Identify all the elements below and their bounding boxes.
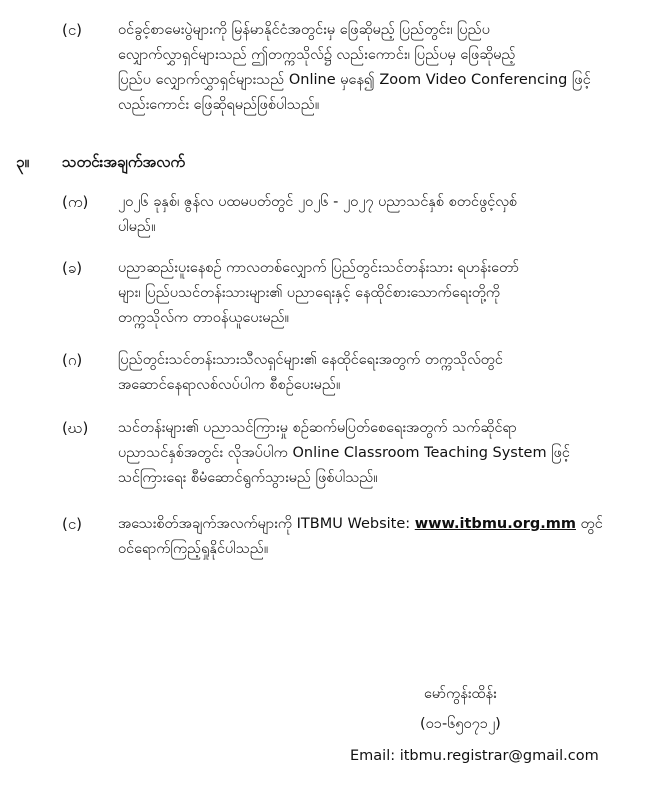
text-line: သင်တန်းများ၏ ပညာသင်ကြားမှု စဉ်ဆက်မပြတ်စေရေးအတွက် သက်ဆိုင်ရာ: [118, 420, 517, 436]
text-line: ပြည်ပ လျှောက်လွှာရှင်များသည် Online မှနေ၍ Zoom Video Conferencing ဖြင့်: [118, 72, 591, 88]
text-line: ဝင်ရောက်ကြည့်ရှုနိုင်ပါသည်။: [118, 541, 269, 557]
item-marker: (ခ): [62, 259, 83, 277]
website-sentence-end: တွင်: [575, 516, 603, 532]
item-marker: (က): [62, 193, 89, 211]
item-text: [118, 18, 638, 118]
signature-email[interactable]: Email: itbmu.registrar@gmail.com: [350, 748, 599, 764]
text-line: ပါမည်။: [118, 219, 156, 235]
item-text: [118, 190, 638, 240]
item-text: [118, 512, 638, 562]
text-line: ပြည်တွင်းသင်တန်းသားသီလရှင်များ၏ နေထိုင်ရေးအတွက် တက္ကသိုလ်တွင်: [118, 352, 503, 368]
item-marker: (င): [62, 515, 83, 533]
website-link[interactable]: www.itbmu.org.mm: [414, 516, 576, 532]
text-line: အဆောင်နေရာလစ်လပ်ပါက စီစဉ်ပေးမည်။: [118, 377, 341, 393]
text-line: [118, 512, 638, 537]
text-line: တက္ကသိုလ်က တာဝန်ယူပေးမည်။: [118, 310, 290, 326]
item-marker: (ဃ): [62, 419, 89, 437]
item-marker: (ဂ): [62, 351, 83, 369]
text-line: ပညာဆည်းပူးနေစဉ် ကာလတစ်လျှောက် ပြည်တွင်းသင်တန်းသား ရဟန်းတော်: [118, 260, 520, 276]
text-line: ၂၀၂၆ ခုနှစ်၊ ဇွန်လ ပထမပတ်တွင် ၂၀၂၆ - ၂၀၂၇ ပညာသင်နှစ် စတင်ဖွင့်လှစ်: [118, 194, 518, 210]
signature-title: မော်ကွန်းထိန်း: [424, 686, 497, 702]
text-line: ဝင်ခွင့်စာမေးပွဲများကို မြန်မာနိုင်ငံအတွင်းမှ ဖြေဆိုမည့် ပြည်တွင်း၊ ပြည်ပ: [118, 22, 490, 38]
text-line: လျှောက်လွှာရှင်များသည် ဤတက္ကသိုလ်၌ လည်းကောင်း၊ ပြည်ပမှ ဖြေဆိုမည့်: [118, 47, 516, 63]
text-line: လည်းကောင်း ဖြေဆိုရမည်ဖြစ်ပါသည်။: [118, 97, 320, 113]
text-line: သင်ကြားရေး စီမံဆောင်ရွက်သွားမည် ဖြစ်ပါသည်။: [118, 470, 378, 486]
text-line: များ၊ ပြည်ပသင်တန်းသားများ၏ ပညာရေးနှင့် နေထိုင်စားသောက်ရေးတို့ကို: [118, 285, 501, 301]
item-marker: (င): [62, 21, 83, 39]
website-sentence: အသေးစိတ်အချက်အလက်များကို ITBMU Website:: [118, 516, 415, 532]
item-text: [118, 348, 638, 398]
section-title: သတင်းအချက်အလက်: [62, 153, 186, 171]
item-text: [118, 256, 638, 331]
text-line: ပညာသင်နှစ်အတွင်း လိုအပ်ပါက Online Classroom Teaching System ဖြင့်: [118, 445, 570, 461]
signature-phone: (၀၁-၆၅၀၇၁၂): [420, 716, 501, 732]
item-text: [118, 416, 638, 491]
section-number: ၃။: [16, 153, 29, 171]
